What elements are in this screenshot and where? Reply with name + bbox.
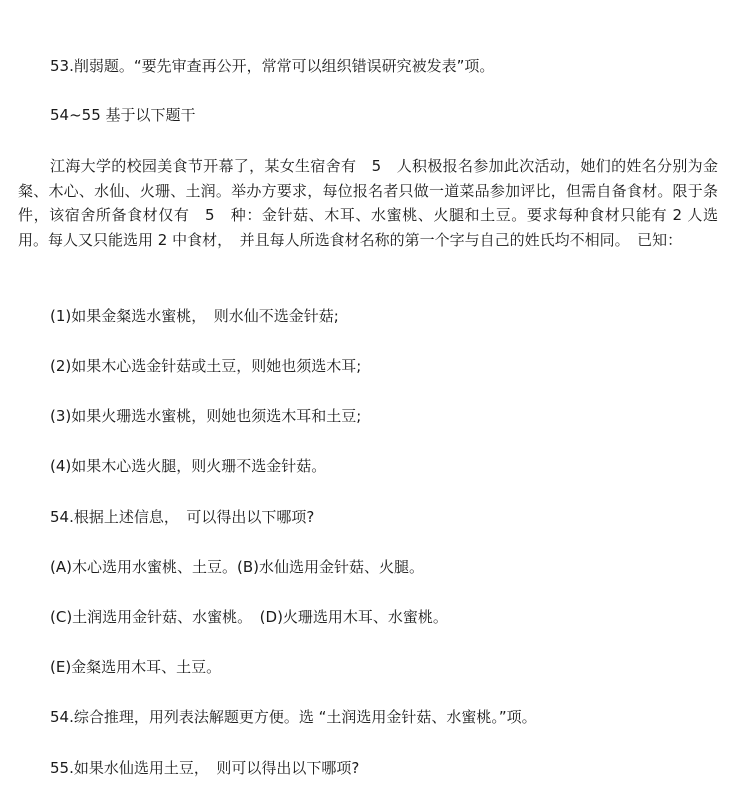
q55-question: 55.如果水仙选用土豆， 则可以得出以下哪项? bbox=[50, 759, 360, 777]
q53-answer: 53.削弱题。“要先审查再公开，常常可以组织错误研究被发表”项。 bbox=[50, 57, 495, 75]
question-passage: 江海大学的校园美食节开幕了，某女生宿舍有 5 人积极报名参加此次活动，她们的姓名分别为金粲、木心、水仙、火珊、土润。举办方要求，每位报名者只做一道菜品参加评比，但需自备食材。限于条件，该宿舍所备食材仅有 5 种：金针菇、木耳、水蜜桃、火腿和土豆。要求每种食材只能有 2 人选用。每人又只能选用 2 中食材， 并且每人所选食材名称的第一个字与自己的姓氏均不相同。 已知： bbox=[18, 157, 718, 249]
q54-question: 54.根据上述信息， 可以得出以下哪项? bbox=[50, 508, 315, 526]
q54-option-e: (E)金粲选用木耳、土豆。 bbox=[50, 658, 222, 676]
q54-55-heading: 54~55 基于以下题干 bbox=[50, 106, 196, 124]
condition-4: (4)如果木心选火腿，则火珊不选金针菇。 bbox=[50, 457, 327, 475]
q54-answer: 54.综合推理，用列表法解题更方便。选 “土润选用金针菇、水蜜桃。”项。 bbox=[50, 708, 537, 726]
q54-options-c-d: (C)土润选用金针菇、水蜜桃。 (D)火珊选用木耳、水蜜桃。 bbox=[50, 608, 448, 626]
condition-3: (3)如果火珊选水蜜桃，则她也须选木耳和土豆; bbox=[50, 407, 362, 425]
condition-1: (1)如果金粲选水蜜桃， 则水仙不选金针菇; bbox=[50, 307, 339, 325]
condition-2: (2)如果木心选金针菇或土豆，则她也须选木耳; bbox=[50, 357, 362, 375]
q54-options-a-b: (A)木心选用水蜜桃、土豆。(B)水仙选用金针菇、火腿。 bbox=[50, 558, 424, 576]
